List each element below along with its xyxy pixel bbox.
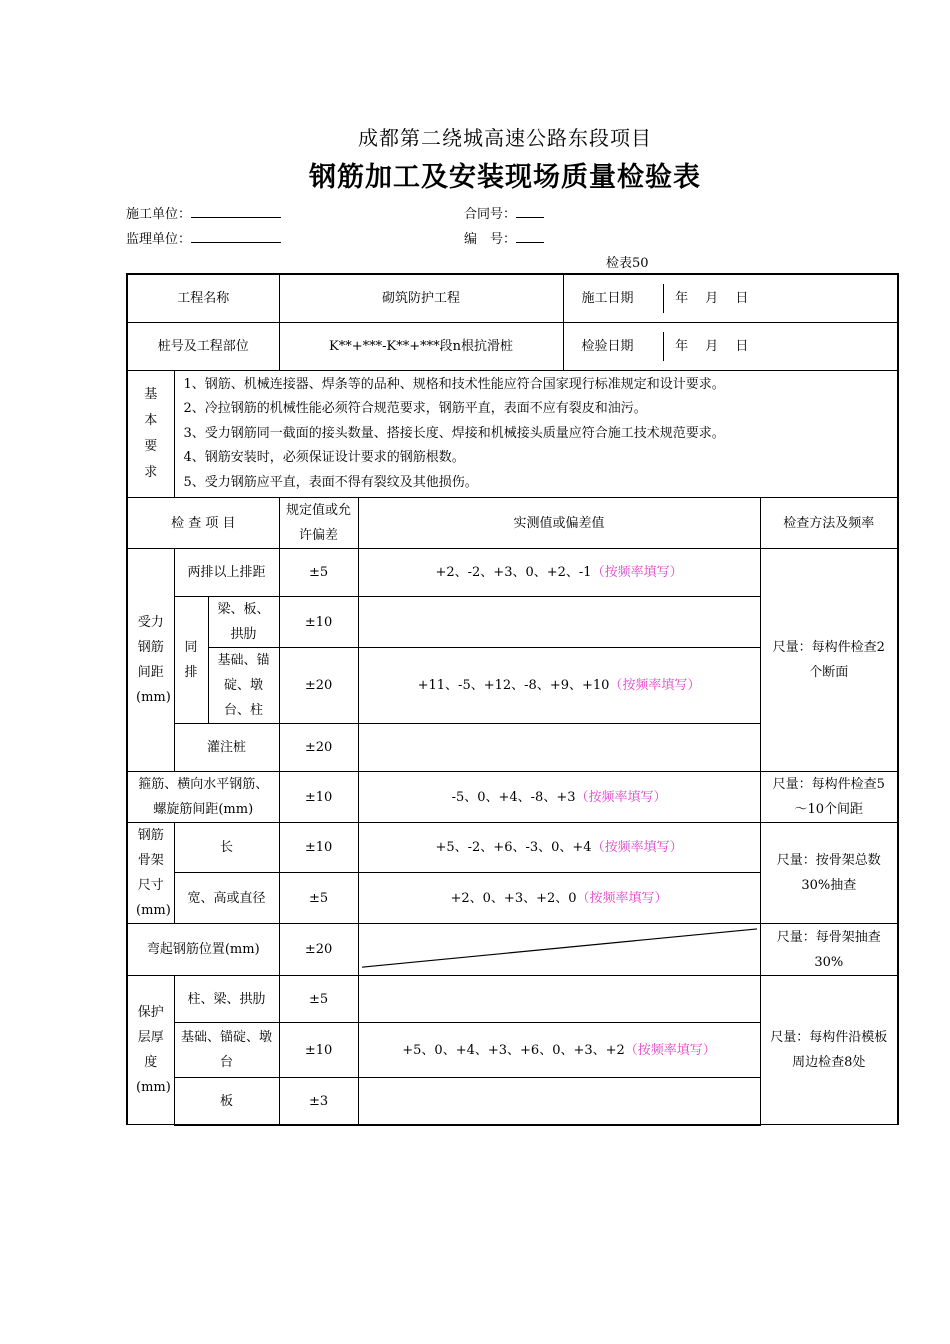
spacing-multi-row [127, 549, 898, 597]
frame-length-row [127, 823, 898, 872]
construction-date-extra [760, 274, 898, 322]
fill-note: （按频率填写） [609, 678, 701, 694]
inspection-date-extra [760, 322, 898, 370]
cover-group-label: 保护层厚度(mm) [127, 976, 174, 1125]
measured-values: +2、-2、+3、0、+2、-1 [435, 565, 592, 581]
cover-foundation-spec: ±10 [279, 1023, 358, 1078]
frame-length-value [358, 823, 760, 872]
contract-no-blank [516, 205, 544, 218]
requirements-label: 基本要求 [127, 370, 174, 498]
cover-column-row [127, 976, 898, 1023]
station-row [127, 322, 898, 370]
bent-value-not-applicable [358, 924, 760, 976]
fill-note: （按频率填写） [575, 789, 667, 805]
contract-no-label: 合同号： [464, 207, 517, 222]
multi-row-spec: ±5 [279, 549, 358, 597]
supervisor-label: 监理单位： [126, 232, 192, 247]
serial-no-label: 编 号： [464, 232, 517, 247]
measured-values: +5、0、+4、+3、+6、0、+3、+2 [402, 1042, 625, 1058]
frame-width-value [358, 872, 760, 924]
frame-width-spec: ±5 [279, 872, 358, 924]
station-value: K**+***-K**+***段n根抗滑桩 [279, 322, 563, 370]
measured-values: +2、0、+3、+2、0 [450, 890, 577, 906]
bent-name: 弯起钢筋位置(mm) [127, 924, 279, 976]
stirrup-value [358, 772, 760, 823]
measured-values: -5、0、+4、-8、+3 [451, 789, 576, 805]
stirrup-name: 箍筋、横向水平钢筋、螺旋筋间距(mm) [127, 772, 279, 823]
fill-note: （按频率填写） [591, 565, 683, 581]
requirements-list [174, 370, 898, 498]
cover-column-spec: ±5 [279, 976, 358, 1023]
contractor-label: 施工单位： [126, 207, 192, 222]
frame-method: 尺量：按骨架总数30%抽查 [760, 823, 898, 924]
inspection-date-label-text: 检验日期 [581, 338, 634, 354]
pile-name: 灌注桩 [174, 724, 279, 772]
cover-slab-value [358, 1078, 760, 1125]
beam-name: 梁、板、拱肋 [208, 597, 279, 648]
construction-date-value: 年 月 日 [663, 284, 761, 313]
form-number: 检表50 [606, 256, 649, 271]
supervisor-blank [191, 230, 281, 243]
contract-no-field [464, 203, 544, 222]
project-name-label: 工程名称 [127, 274, 279, 322]
cover-column-value [358, 976, 760, 1023]
project-name-heading: 成都第二绕城高速公路东段项目 [358, 126, 652, 150]
fill-note: （按频率填写） [624, 1042, 716, 1058]
station-label: 桩号及工程部位 [127, 322, 279, 370]
supervisor-field [126, 228, 281, 247]
requirements-row [127, 370, 898, 498]
fill-note: （按频率填写） [576, 890, 668, 906]
requirement-item: 4、钢筋安装时，必须保证设计要求的钢筋根数。 [183, 450, 465, 466]
foundation-name: 基础、锚碇、墩台、柱 [208, 648, 279, 724]
frame-group-label: 钢筋骨架尺寸(mm) [127, 823, 174, 924]
multi-row-value [358, 549, 760, 597]
cover-foundation-name: 基础、锚碇、墩台 [174, 1023, 279, 1078]
spec-column-header: 规定值或允许偏差 [279, 498, 358, 549]
fill-note: （按频率填写） [591, 840, 683, 856]
stirrup-row [127, 772, 898, 823]
frame-length-spec: ±10 [279, 823, 358, 872]
spacing-group-label: 受力钢筋间距(mm) [127, 549, 174, 772]
contractor-blank [191, 205, 281, 218]
stirrup-spec: ±10 [279, 772, 358, 823]
beam-value [358, 597, 760, 648]
pile-value [358, 724, 760, 772]
cover-slab-name: 板 [174, 1078, 279, 1125]
frame-length-name: 长 [174, 823, 279, 872]
project-row [127, 274, 898, 322]
cover-method: 尺量：每构件沿模板周边检查8处 [760, 976, 898, 1125]
construction-date-label [563, 274, 760, 322]
measured-values: +11、-5、+12、-8、+9、+10 [417, 678, 610, 694]
measured-values: +5、-2、+6、-3、0、+4 [435, 840, 592, 856]
cover-column-name: 柱、梁、拱肋 [174, 976, 279, 1023]
bent-method: 尺量：每骨架抽查30% [760, 924, 898, 976]
bent-spec: ±20 [279, 924, 358, 976]
item-column-header: 检 查 项 目 [127, 498, 279, 549]
frame-width-name: 宽、高或直径 [174, 872, 279, 924]
measured-column-header: 实测值或偏差值 [358, 498, 760, 549]
inspection-table [126, 273, 899, 1126]
method-column-header: 检查方法及频率 [760, 498, 898, 549]
inspection-date-value: 年 月 日 [663, 332, 761, 361]
diagonal-line-icon [359, 924, 760, 975]
beam-spec: ±10 [279, 597, 358, 648]
foundation-spec: ±20 [279, 648, 358, 724]
form-title: 钢筋加工及安装现场质量检验表 [309, 162, 701, 193]
multi-row-name: 两排以上排距 [174, 549, 279, 597]
bent-row [127, 924, 898, 976]
project-name-value: 砌筑防护工程 [279, 274, 563, 322]
serial-no-field [464, 228, 544, 247]
spacing-method: 尺量：每构件检查2个断面 [760, 549, 898, 772]
requirement-item: 3、受力钢筋同一截面的接头数量、搭接长度、焊接和机械接头质量应符合施工技术规范要求。 [183, 425, 725, 441]
cover-foundation-value [358, 1023, 760, 1078]
requirement-item: 5、受力钢筋应平直，表面不得有裂纹及其他损伤。 [183, 474, 478, 490]
same-row-label: 同排 [174, 597, 208, 724]
requirement-item: 2、冷拉钢筋的机械性能必须符合规范要求，钢筋平直，表面不应有裂皮和油污。 [183, 401, 647, 417]
cover-slab-spec: ±3 [279, 1078, 358, 1125]
contractor-field [126, 203, 281, 222]
stirrup-method: 尺量：每构件检查5～10个间距 [760, 772, 898, 823]
inspection-date-label [563, 322, 760, 370]
serial-no-blank [516, 230, 544, 243]
column-header-row [127, 498, 898, 549]
requirement-item: 1、钢筋、机械连接器、焊条等的品种、规格和技术性能应符合国家现行标准规定和设计要求。 [183, 376, 725, 392]
construction-date-label-text: 施工日期 [581, 290, 634, 306]
foundation-value [358, 648, 760, 724]
pile-spec: ±20 [279, 724, 358, 772]
